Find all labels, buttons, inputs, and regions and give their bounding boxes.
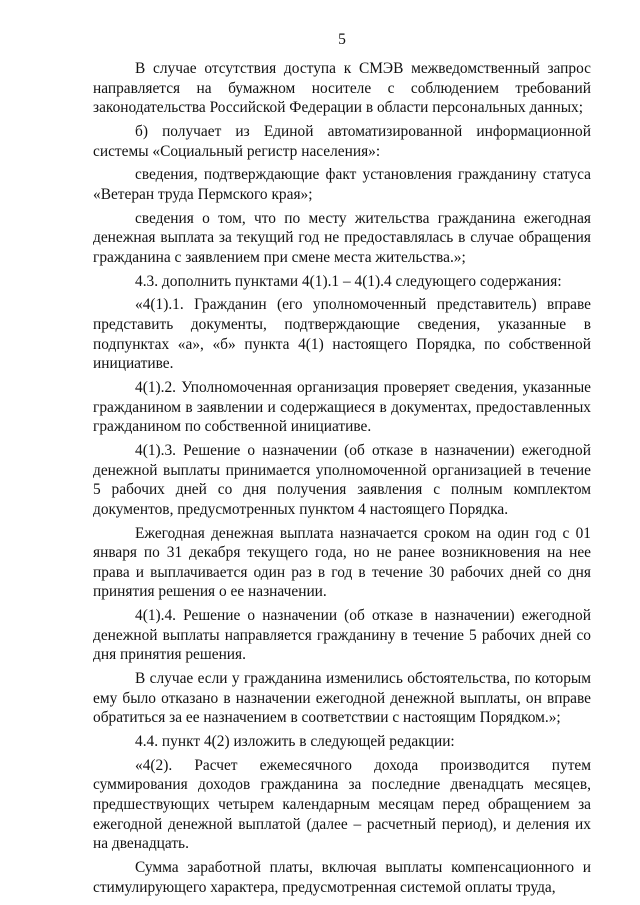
paragraph-veteran-status: сведения, подтверждающие факт установления гражданину статуса «Ветеран труда Пермского края»;	[93, 166, 591, 203]
paragraph-item-4-1-3: 4(1).3. Решение о назначении (об отказе в назначении) ежегодной денежной выплаты принимается уполномоченной организацией в течение 5 рабочих дней со дня получения заявления с полным комплектом документов, предусмотренных пунктом 4 настоящего Порядка.	[93, 442, 591, 518]
paragraph-item-4-1-2: 4(1).2. Уполномоченная организация проверяет сведения, указанные гражданином в заявлении и содержащиеся в документах, предоставленных гражданином по собственной инициативе.	[93, 379, 591, 436]
paragraph-salary-sum: Сумма заработной платы, включая выплаты компенсационного и стимулирующего характера, предусмотренная системой оплаты труда,	[93, 859, 591, 896]
paragraph-item-4-4: 4.4. пункт 4(2) изложить в следующей редакции:	[135, 733, 455, 751]
paragraph-item-4-1-4: 4(1).4. Решение о назначении (об отказе в назначении) ежегодной денежной выплаты направляется гражданину в течение 5 рабочих дней со дня принятия решения.	[93, 607, 591, 664]
paragraph-item-4-3: 4.3. дополнить пунктами 4(1).1 – 4(1).4 следующего содержания:	[135, 272, 562, 290]
paragraph-item-4-1-1: «4(1).1. Гражданин (его уполномоченный представитель) вправе представить документы, подтверждающие сведения, указанные в подпунктах «а», «б» пункта 4(1) настоящего Порядка, по собственной инициативе.	[93, 296, 591, 373]
paragraph-changed-circumstances: В случае если у гражданина изменились обстоятельства, по которым ему было отказано в назначении ежегодной денежной выплаты, он вправе обратиться за ее назначением в соответствии с настоящим Порядком.»;	[93, 670, 591, 727]
page-number: 5	[338, 31, 346, 48]
paragraph-residence-payment: сведения о том, что по месту жительства гражданина ежегодная денежная выплата за текущий год не предоставлялась в случае обращения гражданина с заявлением при смене места жительства.»;	[93, 209, 591, 266]
paragraph-payment-term: Ежегодная денежная выплата назначается сроком на один год с 01 января по 31 декабря текущего года, но не ранее возникновения на нее права и выплачивается один раз в год в течение 30 рабочих дней со дня принятия решения о ее назначении.	[93, 524, 591, 601]
paragraph-smev-paper-request: В случае отсутствия доступа к СМЭВ межведомственный запрос направляется на бумажном носителе с соблюдением требований законодательства Российской Федерации в области персональных данных;	[93, 60, 591, 117]
paragraph-social-register: б) получает из Единой автоматизированной информационной системы «Социальный регистр населения»:	[93, 122, 591, 160]
paragraph-item-4-2: «4(2). Расчет ежемесячного дохода производится путем суммирования доходов гражданина за последние двенадцать месяцев, предшествующих четырем календарным месяцам перед обращением за ежегодной денежной выплатой (далее – расчетный период), и деления их на двенадцать.	[93, 756, 591, 853]
